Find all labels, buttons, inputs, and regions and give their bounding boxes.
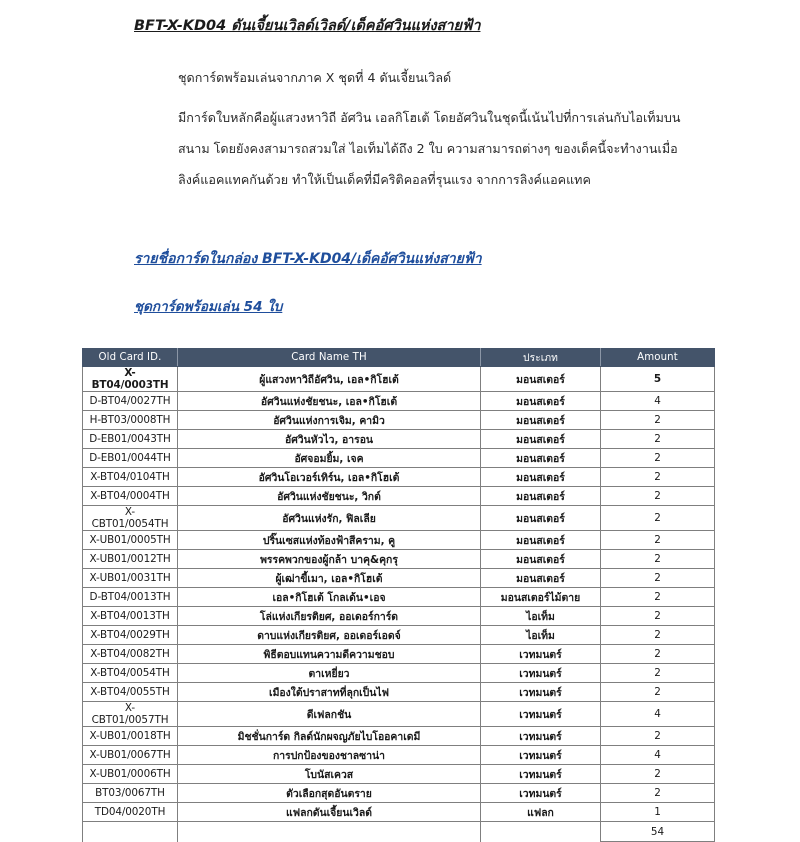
cell-card-id: D-EB01/0043TH xyxy=(83,430,178,449)
cell-card-type: เวทมนตร์ xyxy=(481,683,601,702)
table-row xyxy=(83,550,715,569)
cell-card-id: X-UB01/0031TH xyxy=(83,569,178,588)
cell-card-name: ผู้แสวงหาวิถีอัศวิน, เอล•กิโฮเต้ xyxy=(178,367,481,392)
card-list-table xyxy=(82,348,715,842)
cell-card-type: มอนสเตอร์ xyxy=(481,487,601,506)
cell-card-type: มอนสเตอร์ xyxy=(481,367,601,392)
table-row xyxy=(83,588,715,607)
cell-card-name: ดีเฟลกชัน xyxy=(178,702,481,727)
cell-card-type: มอนสเตอร์ xyxy=(481,550,601,569)
cell-card-name: ดาบแห่งเกียรติยศ, ออเดอร์เอดจ์ xyxy=(178,626,481,645)
cell-card-name: โล่แห่งเกียรติยศ, ออเดอร์การ์ด xyxy=(178,607,481,626)
cell-card-id: X-BT04/0003TH xyxy=(83,367,178,392)
cell-card-id: D-BT04/0013TH xyxy=(83,588,178,607)
total-cell-amount: 54 xyxy=(601,822,715,842)
cell-card-type: มอนสเตอร์ xyxy=(481,411,601,430)
cell-card-name: พรรคพวกของผู้กล้า บาคุ&คุกรุ xyxy=(178,550,481,569)
cell-card-name: เอล•กิโฮเต้ โกลเด้น•เอจ xyxy=(178,588,481,607)
cell-card-type: ไอเท็ม xyxy=(481,626,601,645)
cell-card-id: H-BT03/0008TH xyxy=(83,411,178,430)
cell-card-id: X-UB01/0005TH xyxy=(83,531,178,550)
cell-card-amount: 2 xyxy=(601,487,715,506)
column-header-type: ประเภท xyxy=(481,349,601,367)
cell-card-type: เวทมนตร์ xyxy=(481,664,601,683)
column-header-amount: Amount xyxy=(601,349,715,367)
cell-card-type: เวทมนตร์ xyxy=(481,746,601,765)
cell-card-name: เมืองใต้ปราสาทที่ลุกเป็นไฟ xyxy=(178,683,481,702)
cell-card-amount: 4 xyxy=(601,392,715,411)
cell-card-name: อัศวินโอเวอร์เทิร์น, เอล•กิโฮเต้ xyxy=(178,468,481,487)
table-row xyxy=(83,449,715,468)
cell-card-name: อัศวินแห่งชัยชนะ, วิกต์ xyxy=(178,487,481,506)
cell-card-type: มอนสเตอร์ xyxy=(481,468,601,487)
cell-card-id: X-BT04/0004TH xyxy=(83,487,178,506)
intro-paragraph-2: มีการ์ดใบหลักคือผู้แสวงหาวิถี อัศวิน เอลกิโฮเต้ โดยอัศวินในชุดนี้เน้นไปที่การเล่นกับไอเท็มบนสนาม โดยยังคงสามารถสวมใส่ ไอเท็มได้ถึง 2 ใบ ความสามารถต่างๆ ของเด็คนี้จะทำงานเมื่อลิงค์แอคแทคกันด้วย ทำให้เป็นเด็คที่มีคริติคอลที่รุนแรง จากการลิงค์แอคแทค xyxy=(178,110,681,187)
cell-card-name: แฟลกดันเจี้ยนเวิลด์ xyxy=(178,803,481,822)
cell-card-type: มอนสเตอร์ xyxy=(481,569,601,588)
cell-card-id: X-UB01/0006TH xyxy=(83,765,178,784)
cell-card-name: โบนัสเควส xyxy=(178,765,481,784)
cell-card-id: TD04/0020TH xyxy=(83,803,178,822)
cell-card-amount: 2 xyxy=(601,626,715,645)
section-heading-card-list: รายชื่อการ์ดในกล่อง BFT-X-KD04/เด็คอัศวินแห่งสายฟ้า xyxy=(134,251,482,267)
document-title: BFT-X-KD04 ดันเจี้ยนเวิลด์เวิลด์/เด็คอัศวินแห่งสายฟ้า xyxy=(134,18,481,34)
cell-card-amount: 5 xyxy=(601,367,715,392)
total-cell-id xyxy=(83,822,178,842)
cell-card-amount: 2 xyxy=(601,664,715,683)
cell-card-type: แฟลก xyxy=(481,803,601,822)
table-row xyxy=(83,506,715,531)
cell-card-amount: 2 xyxy=(601,411,715,430)
cell-card-type: ไอเท็ม xyxy=(481,607,601,626)
cell-card-amount: 2 xyxy=(601,645,715,664)
cell-card-id: X-BT04/0013TH xyxy=(83,607,178,626)
cell-card-amount: 2 xyxy=(601,468,715,487)
table-row xyxy=(83,411,715,430)
cell-card-amount: 2 xyxy=(601,531,715,550)
cell-card-id: X-BT04/0054TH xyxy=(83,664,178,683)
cell-card-type: มอนสเตอร์ไม้ตาย xyxy=(481,588,601,607)
cell-card-name: พิธีตอบแทนความดีความชอบ xyxy=(178,645,481,664)
table-row xyxy=(83,626,715,645)
cell-card-amount: 2 xyxy=(601,569,715,588)
cell-card-type: มอนสเตอร์ xyxy=(481,392,601,411)
cell-card-id: X-BT04/0055TH xyxy=(83,683,178,702)
cell-card-amount: 2 xyxy=(601,550,715,569)
table-header-row xyxy=(83,349,715,367)
column-header-card-name-th: Card Name TH xyxy=(178,349,481,367)
cell-card-id: X-UB01/0018TH xyxy=(83,727,178,746)
cell-card-amount: 4 xyxy=(601,702,715,727)
cell-card-type: มอนสเตอร์ xyxy=(481,449,601,468)
table-row xyxy=(83,468,715,487)
cell-card-id: X-BT04/0029TH xyxy=(83,626,178,645)
table-header xyxy=(83,349,715,367)
cell-card-type: มอนสเตอร์ xyxy=(481,531,601,550)
table-row xyxy=(83,531,715,550)
cell-card-name: การปกป้องของชาลซาน่า xyxy=(178,746,481,765)
cell-card-id: BT03/0067TH xyxy=(83,784,178,803)
table-body xyxy=(83,367,715,842)
cell-card-name: อัศวินแห่งชัยชนะ, เอล•กิโฮเต้ xyxy=(178,392,481,411)
cell-card-amount: 2 xyxy=(601,784,715,803)
table-row xyxy=(83,569,715,588)
card-list-table-container xyxy=(82,348,714,842)
cell-card-type: เวทมนตร์ xyxy=(481,702,601,727)
cell-card-id: X-UB01/0067TH xyxy=(83,746,178,765)
cell-card-amount: 2 xyxy=(601,506,715,531)
cell-card-name: ตัวเลือกสุดอันตราย xyxy=(178,784,481,803)
table-row xyxy=(83,430,715,449)
cell-card-name: อัศวินแห่งรัก, ฟิลเลีย xyxy=(178,506,481,531)
table-row xyxy=(83,803,715,822)
cell-card-name: ปริ๊นเซสแห่งท้องฟ้าสีคราม, คู xyxy=(178,531,481,550)
cell-card-type: มอนสเตอร์ xyxy=(481,506,601,531)
table-row xyxy=(83,487,715,506)
cell-card-id: X-CBT01/0057TH xyxy=(83,702,178,727)
cell-card-amount: 2 xyxy=(601,430,715,449)
table-row xyxy=(83,645,715,664)
cell-card-amount: 2 xyxy=(601,765,715,784)
intro-paragraph-1: ชุดการ์ดพร้อมเล่นจากภาค X ชุดที่ 4 ดันเจี้ยนเวิลด์ xyxy=(178,70,452,85)
cell-card-type: เวทมนตร์ xyxy=(481,645,601,664)
table-row xyxy=(83,392,715,411)
cell-card-amount: 2 xyxy=(601,727,715,746)
table-row xyxy=(83,683,715,702)
total-cell-name xyxy=(178,822,481,842)
column-header-old-card-id: Old Card ID. xyxy=(83,349,178,367)
cell-card-id: D-EB01/0044TH xyxy=(83,449,178,468)
cell-card-id: D-BT04/0027TH xyxy=(83,392,178,411)
table-row xyxy=(83,664,715,683)
cell-card-name: ตาเหยี่ยว xyxy=(178,664,481,683)
total-cell-type xyxy=(481,822,601,842)
cell-card-type: มอนสเตอร์ xyxy=(481,430,601,449)
cell-card-id: X-BT04/0082TH xyxy=(83,645,178,664)
cell-card-type: เวทมนตร์ xyxy=(481,784,601,803)
cell-card-amount: 2 xyxy=(601,683,715,702)
cell-card-amount: 4 xyxy=(601,746,715,765)
cell-card-name: อัศวินหัวไว, อารอน xyxy=(178,430,481,449)
table-total-row xyxy=(83,822,715,842)
table-row xyxy=(83,702,715,727)
table-row xyxy=(83,727,715,746)
cell-card-name: อัศจอมยิ้ม, เจค xyxy=(178,449,481,468)
cell-card-amount: 2 xyxy=(601,588,715,607)
cell-card-name: มิชชั่นการ์ด กิลด์นักผจญภัยไบโออคาเดมี xyxy=(178,727,481,746)
cell-card-id: X-UB01/0012TH xyxy=(83,550,178,569)
table-row xyxy=(83,367,715,392)
table-row xyxy=(83,607,715,626)
cell-card-type: เวทมนตร์ xyxy=(481,727,601,746)
cell-card-name: อัศวินแห่งการเจิม, คามิว xyxy=(178,411,481,430)
cell-card-amount: 1 xyxy=(601,803,715,822)
cell-card-amount: 2 xyxy=(601,607,715,626)
cell-card-amount: 2 xyxy=(601,449,715,468)
cell-card-name: ผู้เฒ่าขี้เมา, เอล•กิโฮเต้ xyxy=(178,569,481,588)
cell-card-id: X-CBT01/0054TH xyxy=(83,506,178,531)
table-row xyxy=(83,765,715,784)
section-heading-deck-count: ชุดการ์ดพร้อมเล่น 54 ใบ xyxy=(134,299,283,315)
table-row xyxy=(83,746,715,765)
cell-card-id: X-BT04/0104TH xyxy=(83,468,178,487)
cell-card-type: เวทมนตร์ xyxy=(481,765,601,784)
